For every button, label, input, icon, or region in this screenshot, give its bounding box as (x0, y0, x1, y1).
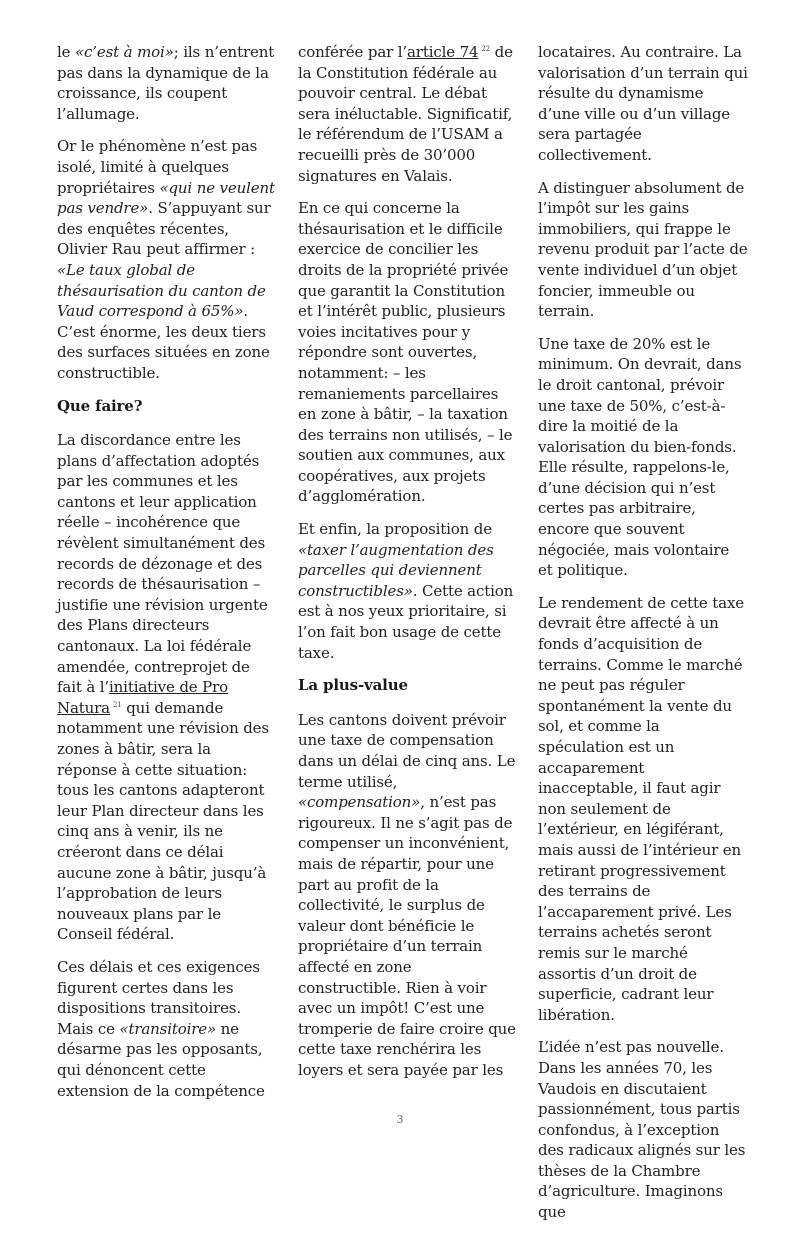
paragraph (57, 136, 275, 383)
paragraph (57, 42, 275, 124)
text-run: Or le phénomène n’est pas isolé, limité à quelques propriétaires (57, 137, 258, 197)
paragraph: A distinguer absolument de l’impôt sur les gains immobiliers, qui frappe le revenu produit par l’acte de vente individuel d’un objet foncier, immeuble ou terrain. (538, 178, 748, 321)
text-run: Et enfin, la proposition de (298, 520, 492, 539)
paragraph (57, 430, 275, 945)
quote: «compensation» (298, 793, 421, 812)
quote: «c’est à moi» (75, 43, 174, 61)
text-run: ne désarme pas les opposants, qui dénoncent cette extension de la compétence (57, 1019, 265, 1100)
quote: «taxer l’augmentation des parcelles qui deviennent constructibles» (298, 540, 494, 600)
paragraph (57, 957, 275, 1101)
link-article-74[interactable]: article 74 (407, 43, 479, 61)
text-run: Ces délais et ces exigences figurent certes dans les dispositions transitoires. Mais ce (57, 957, 260, 1038)
link-initiative-pro-natura[interactable]: initiative de Pro Natura (57, 678, 228, 717)
page-number: 3 (396, 1113, 404, 1126)
section-heading: Que faire? (57, 396, 143, 415)
text-run: de la Constitution fédérale au pouvoir central. Le débat sera inéluctable. Significatif, le référendum de l’USAM a recueilli près de 30’000 signatures en Valais. (298, 43, 513, 185)
text-run: Les cantons doivent prévoir une taxe de compensation dans un délai de cinq ans. Le terme utilisé, (298, 710, 516, 791)
paragraph: Le rendement de cette taxe devrait être affecté à un fonds d’acquisition de terrains. Comme le marché ne peut pas réguler spontanément la vente du sol, et comme la spéculation est un accaparement inacceptable, il faut agir non seulement de l’extérieur, en légiférant, mais aussi de l’intérieur en retirant progressivement des terrains de l’accaparement privé. Les terrains achetés seront remis sur le marché assortis d’un droit de superficie, cadrant leur libération. (538, 593, 744, 1024)
quote: «transitoire» (119, 1019, 217, 1038)
text-run: . C’est énorme, les deux tiers des surfaces situées en zone constructible. (57, 302, 270, 382)
footnote-ref[interactable]: 21 (112, 700, 122, 709)
section-heading: La plus-value (298, 676, 408, 695)
paragraph (298, 42, 516, 186)
text-run: le (57, 43, 75, 61)
text-run: La discordance entre les plans d’affectation adoptés par les communes et les cantons et leur application réelle – incohérence que révèlent simultanément des records de dézonage et des records de thésaurisation – justifie une révision urgente des Plans directeurs cantonaux. La loi fédérale amendée, contreprojet de fait à l’ (57, 431, 268, 697)
text-run: ; ils n’entrent pas dans la dynamique de la croissance, ils coupent l’allumage. (57, 43, 275, 123)
text-run: , n’est pas rigoureux. Il ne s’agit pas de compenser un inconvénient, mais de répartir, pour une part au profit de la collectivité, le surplus de valeur dont bénéficie le propriétaire d’un terrain affecté en zone constructible. Rien à voir avec un impôt! C’est une tromperie de faire croire que cette taxe renchérira les loyers et sera payée par les (298, 793, 516, 1079)
paragraph: En ce qui concerne la thésaurisation et le difficile exercice de concilier les droits de la propriété privée que garantit la Constitution et l’intérêt public, plusieurs voies incitatives pour y répondre sont ouvertes, notamment: – les remaniements parcellaires en zone à bâtir, – la taxation des terrains non utilisés, – le soutien aux communes, aux coopératives, aux projets d’agglomération. (298, 199, 513, 506)
text-column-2 (298, 42, 516, 1093)
footnote-ref[interactable]: 22 (481, 45, 490, 53)
quote: «qui ne veulent pas vendre» (57, 178, 275, 218)
text-run: conférée par l’ (298, 43, 408, 61)
paragraph: locataires. Au contraire. La valorisation d’un terrain qui résulte du dynamisme d’une ville ou d’un village sera partagée collectivement. (538, 43, 748, 164)
text-run: qui demande notamment une révision des zones à bâtir, sera la réponse à cette situation: tous les cantons adapteront leur Plan directeur dans les cinq ans à venir, ils ne créeront dans ce délai aucune zone à bâtir, jusqu’à l’approbation de leurs nouveaux plans par le Conseil fédéral. (57, 698, 269, 944)
paragraph (298, 710, 516, 1081)
paragraph (298, 519, 516, 663)
quote: «Le taux global de thésaurisation du canton de Vaud correspond à 65%» (57, 260, 266, 321)
paragraph: Une taxe de 20% est le minimum. On devrait, dans le droit cantonal, prévoir une taxe de 50%, c’est-à-dire la moitié de la valorisation du bien-fonds. Elle résulte, rappelons-le, d’une décision qui n’est certes pas arbitraire, encore que souvent négociée, mais volontaire et politique. (538, 334, 742, 580)
text-column-1 (57, 42, 275, 1113)
text-run: . Cette action est à nos yeux prioritaire, si l’on fait bon usage de cette taxe. (298, 581, 514, 662)
paragraph: L’idée n’est pas nouvelle. Dans les années 70, les Vaudois en discutaient passionnément, tous partis confondus, à l’exception des radicaux alignés sur les thèses de la Chambre d’agriculture. Imaginons que (538, 1038, 746, 1222)
text-column-3 (538, 42, 748, 1235)
text-run: . S’appuyant sur des enquêtes récentes, Olivier Rau peut affirmer : (57, 199, 271, 259)
